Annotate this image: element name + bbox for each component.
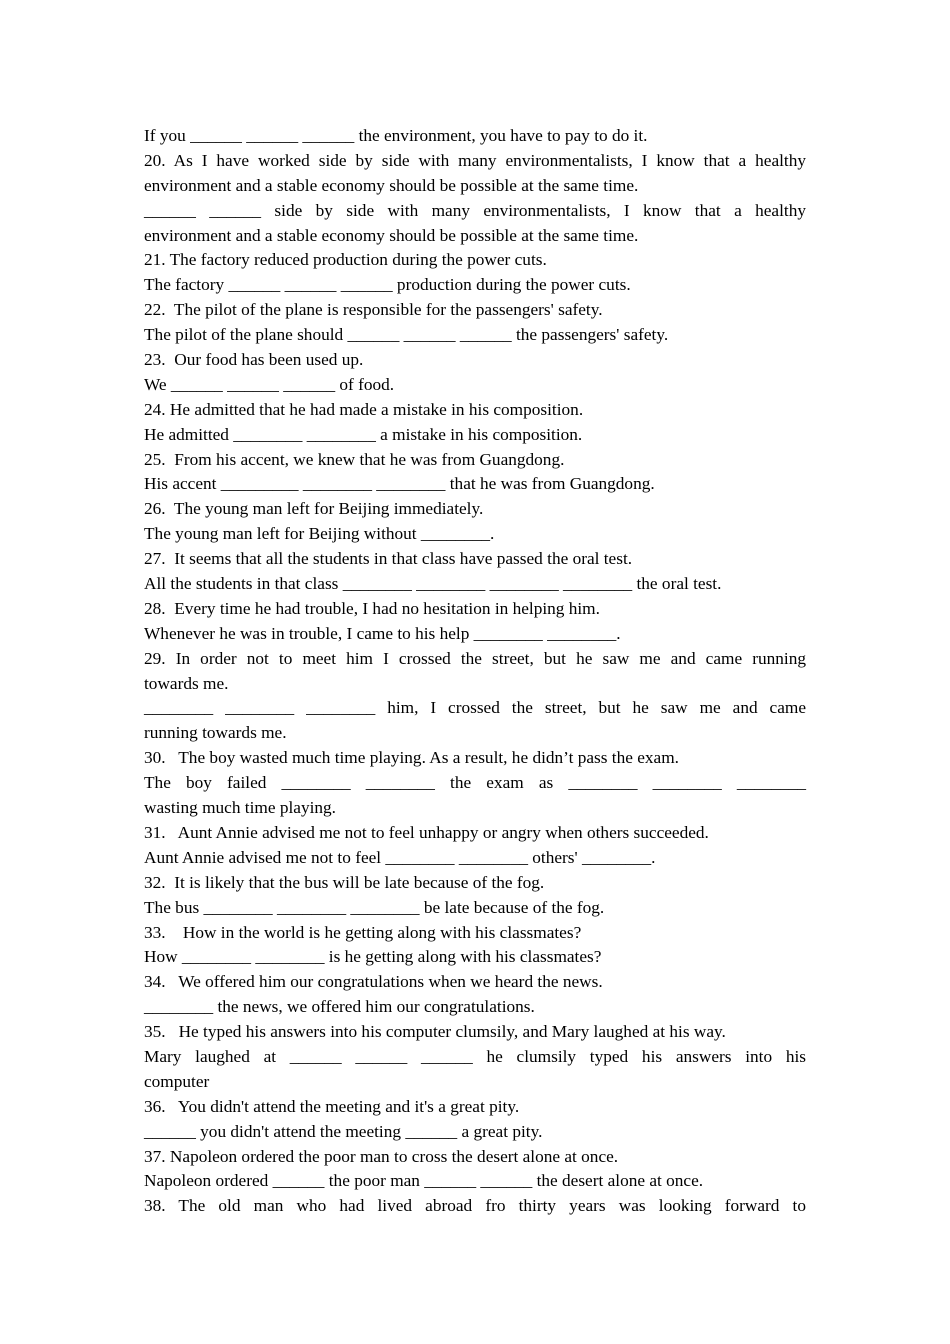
text-line: 20. As I have worked side by side with many environmentalists, I know that a healthy <box>144 150 806 170</box>
text-line: 21. The factory reduced production during the power cuts. <box>144 250 547 270</box>
text-line: 31. Aunt Annie advised me not to feel unhappy or angry when others succeeded. <box>144 822 709 842</box>
text-line: 35. He typed his answers into his computer clumsily, and Mary laughed at his way. <box>144 1022 726 1042</box>
text-line: The pilot of the plane should ______ ______ ______ the passengers' safety. <box>144 325 669 345</box>
text-line: towards me. <box>144 673 229 693</box>
text-line: ______ ______ side by side with many environmentalists, I know that a healthy <box>144 200 806 220</box>
text-line: computer <box>144 1071 210 1091</box>
text-line: Aunt Annie advised me not to feel ________ ________ others' ________. <box>144 847 656 867</box>
text-line: 32. It is likely that the bus will be late because of the fog. <box>144 872 545 892</box>
text-line: 33. How in the world is he getting along with his classmates? <box>144 922 582 942</box>
text-line: The bus ________ ________ ________ be late because of the fog. <box>144 897 605 917</box>
text-line: 24. He admitted that he had made a mistake in his composition. <box>144 399 584 419</box>
text-line: 25. From his accent, we knew that he was from Guangdong. <box>144 449 565 469</box>
text-line: The young man left for Beijing without ________. <box>144 524 495 544</box>
text-line: We ______ ______ ______ of food. <box>144 374 395 394</box>
text-line: Napoleon ordered ______ the poor man ______ ______ the desert alone at once. <box>144 1171 704 1191</box>
text-line: The factory ______ ______ ______ production during the power cuts. <box>144 275 631 295</box>
text-line: 26. The young man left for Beijing immediately. <box>144 499 484 519</box>
text-line: 27. It seems that all the students in that class have passed the oral test. <box>144 549 633 569</box>
text-line: 23. Our food has been used up. <box>144 350 364 370</box>
text-line: ______ you didn't attend the meeting ______ a great pity. <box>144 1121 543 1141</box>
text-line: wasting much time playing. <box>144 798 336 818</box>
text-line: Mary laughed at ______ ______ ______ he clumsily typed his answers into his <box>144 1046 806 1066</box>
text-line: Whenever he was in trouble, I came to his help ________ ________. <box>144 623 621 643</box>
text-line: 37. Napoleon ordered the poor man to cross the desert alone at once. <box>144 1146 619 1166</box>
text-line: environment and a stable economy should be possible at the same time. <box>144 225 639 245</box>
text-line: 30. The boy wasted much time playing. As a result, he didn’t pass the exam. <box>144 748 679 768</box>
text-line: 34. We offered him our congratulations when we heard the news. <box>144 972 603 992</box>
text-line: His accent _________ ________ ________ that he was from Guangdong. <box>144 474 655 494</box>
text-line: ________ ________ ________ him, I crossed the street, but he saw me and came <box>144 698 806 718</box>
text-line: 36. You didn't attend the meeting and it's a great pity. <box>144 1096 520 1116</box>
text-line: environment and a stable economy should be possible at the same time. <box>144 175 639 195</box>
text-line: 22. The pilot of the plane is responsible for the passengers' safety. <box>144 300 603 320</box>
text-line: 28. Every time he had trouble, I had no hesitation in helping him. <box>144 598 600 618</box>
text-line: All the students in that class ________ ________ ________ ________ the oral test. <box>144 574 722 594</box>
text-line: If you ______ ______ ______ the environment, you have to pay to do it. <box>144 126 648 145</box>
text-line: 38. The old man who had lived abroad fro thirty years was looking forward to <box>144 1196 806 1216</box>
text-line: The boy failed ________ ________ the exam as ________ ________ ________ <box>144 773 806 793</box>
document-page <box>144 124 806 1219</box>
text-line: How ________ ________ is he getting along with his classmates? <box>144 947 602 967</box>
text-line: He admitted ________ ________ a mistake in his composition. <box>144 424 583 444</box>
text-line: 29. In order not to meet him I crossed the street, but he saw me and came running <box>144 648 806 668</box>
text-line: ________ the news, we offered him our congratulations. <box>144 997 535 1017</box>
text-line: running towards me. <box>144 723 287 743</box>
